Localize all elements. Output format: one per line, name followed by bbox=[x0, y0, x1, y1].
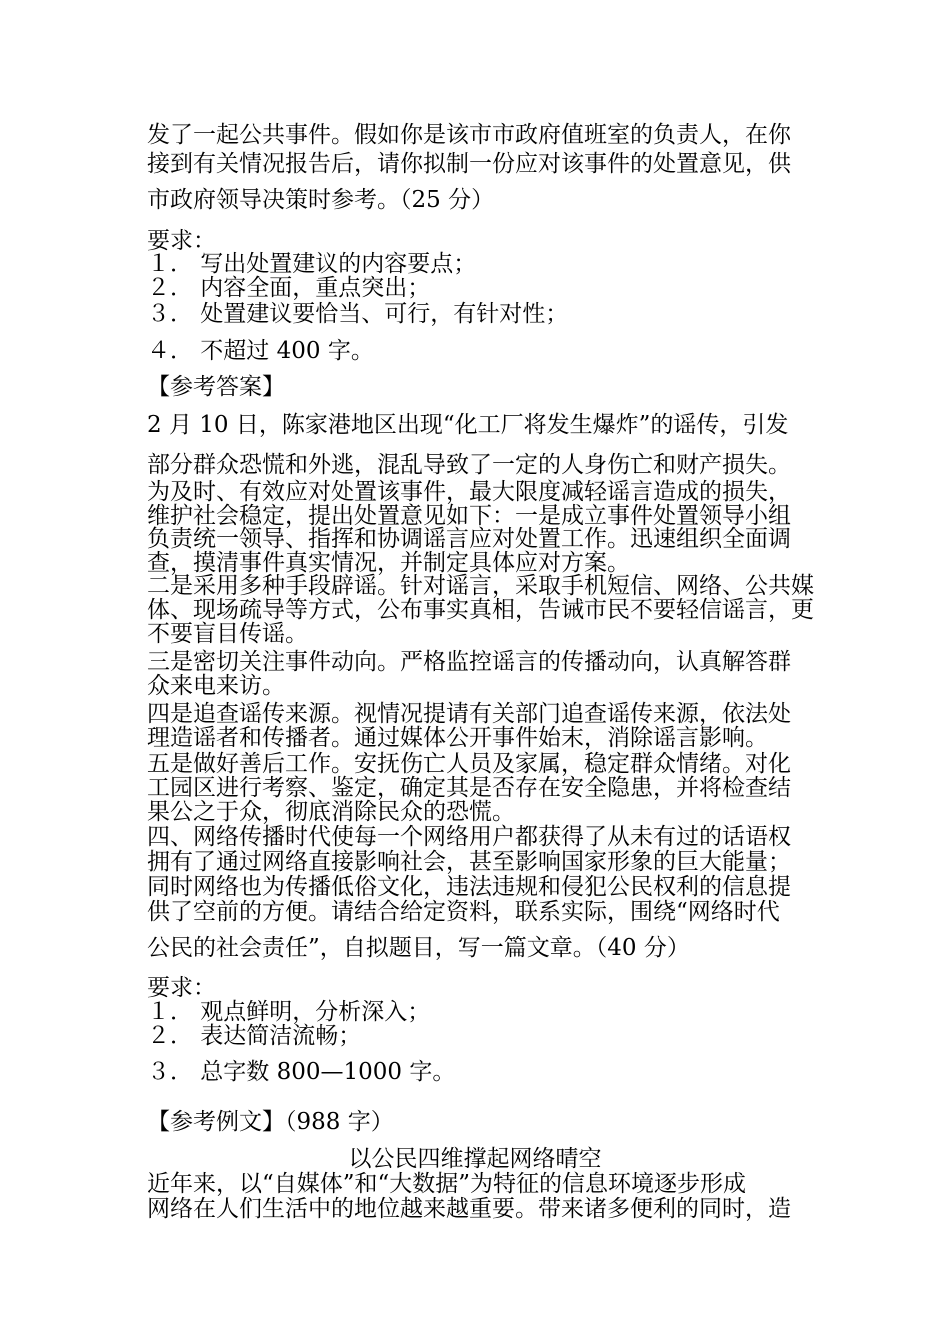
text-line: 理造谣者和传播者。通过媒体公开事件始末，消除谣言影响。 bbox=[147, 725, 768, 751]
section-label: 要求： bbox=[147, 975, 216, 1001]
text-line: 负责统一领导、指挥和协调谣言应对处置工作。迅速组织全面调 bbox=[147, 526, 791, 552]
essay-title: 以公民四维撑起网络晴空 bbox=[348, 1146, 602, 1172]
text-line: 网络在人们生活中的地位越来越重要。带来诸多便利的同时，造 bbox=[147, 1196, 791, 1222]
text-line: 部分群众恐慌和外逃，混乱导致了一定的人身伤亡和财产损失。 bbox=[147, 452, 791, 478]
list-item: ３． 总字数 800—1000 字。 bbox=[147, 1059, 456, 1085]
text-line: 众来电来访。 bbox=[147, 673, 285, 699]
text-line: 2 月 10 日，陈家港地区出现“化工厂将发生爆炸”的谣传，引发 bbox=[147, 412, 789, 438]
text-line: 二是采用多种手段辟谣。针对谣言，采取手机短信、网络、公共媒 bbox=[147, 573, 814, 599]
list-item: １． 观点鲜明，分析深入； bbox=[147, 999, 431, 1025]
text-line: 果公之于众，彻底消除民众的恐慌。 bbox=[147, 799, 515, 825]
text-line: 维护社会稳定，提出处置意见如下：一是成立事件处置领导小组 bbox=[147, 503, 791, 529]
list-item: ２． 内容全面，重点突出； bbox=[147, 275, 431, 301]
text-line: 五是做好善后工作。安抚伤亡人员及家属，稳定群众情绪。对化 bbox=[147, 751, 791, 777]
section-heading: 【参考例文】（988 字） bbox=[147, 1109, 394, 1135]
text-line: 拥有了通过网络直接影响社会，甚至影响国家形象的巨大能量； bbox=[147, 849, 791, 875]
text-line: 查，摸清事件真实情况，并制定具体应对方案。 bbox=[147, 550, 630, 576]
list-item: ２． 表达简洁流畅； bbox=[147, 1023, 362, 1049]
text-line: 四、网络传播时代使每一个网络用户都获得了从未有过的话语权 bbox=[147, 824, 791, 850]
text-line: 工园区进行考察、鉴定，确定其是否存在安全隐患，并将检查结 bbox=[147, 775, 791, 801]
text-line: 三是密切关注事件动向。严格监控谣言的传播动向，认真解答群 bbox=[147, 649, 791, 675]
text-line: 近年来，以“自媒体”和“大数据”为特征的信息环境逐步形成 bbox=[147, 1171, 747, 1197]
section-heading: 【参考答案】 bbox=[147, 374, 285, 400]
list-item: ４． 不超过 400 字。 bbox=[147, 338, 374, 364]
text-line: 发了一起公共事件。假如你是该市市政府值班室的负责人，在你 bbox=[147, 122, 791, 148]
text-line: 体、现场疏导等方式，公布事实真相，告诫市民不要轻信谣言，更 bbox=[147, 597, 814, 623]
text-line: 市政府领导决策时参考。（25 分） bbox=[147, 187, 495, 213]
text-line: 同时网络也为传播低俗文化，违法违规和侵犯公民权利的信息提 bbox=[147, 874, 791, 900]
text-line: 不要盲目传谣。 bbox=[147, 621, 308, 647]
text-line: 公民的社会责任”，自拟题目，写一篇文章。（40 分） bbox=[147, 935, 690, 961]
text-line: 为及时、有效应对处置该事件，最大限度减轻谣言造成的损失， bbox=[147, 479, 791, 505]
list-item: ３． 处置建议要恰当、可行，有针对性； bbox=[147, 301, 569, 327]
text-line: 供了空前的方便。请结合给定资料，联系实际，围绕“网络时代 bbox=[147, 899, 780, 925]
section-label: 要求： bbox=[147, 228, 216, 254]
list-item: １． 写出处置建议的内容要点； bbox=[147, 251, 477, 277]
text-line: 接到有关情况报告后，请你拟制一份应对该事件的处置意见，供 bbox=[147, 151, 791, 177]
text-line: 四是追查谣传来源。视情况提请有关部门追查谣传来源，依法处 bbox=[147, 701, 791, 727]
